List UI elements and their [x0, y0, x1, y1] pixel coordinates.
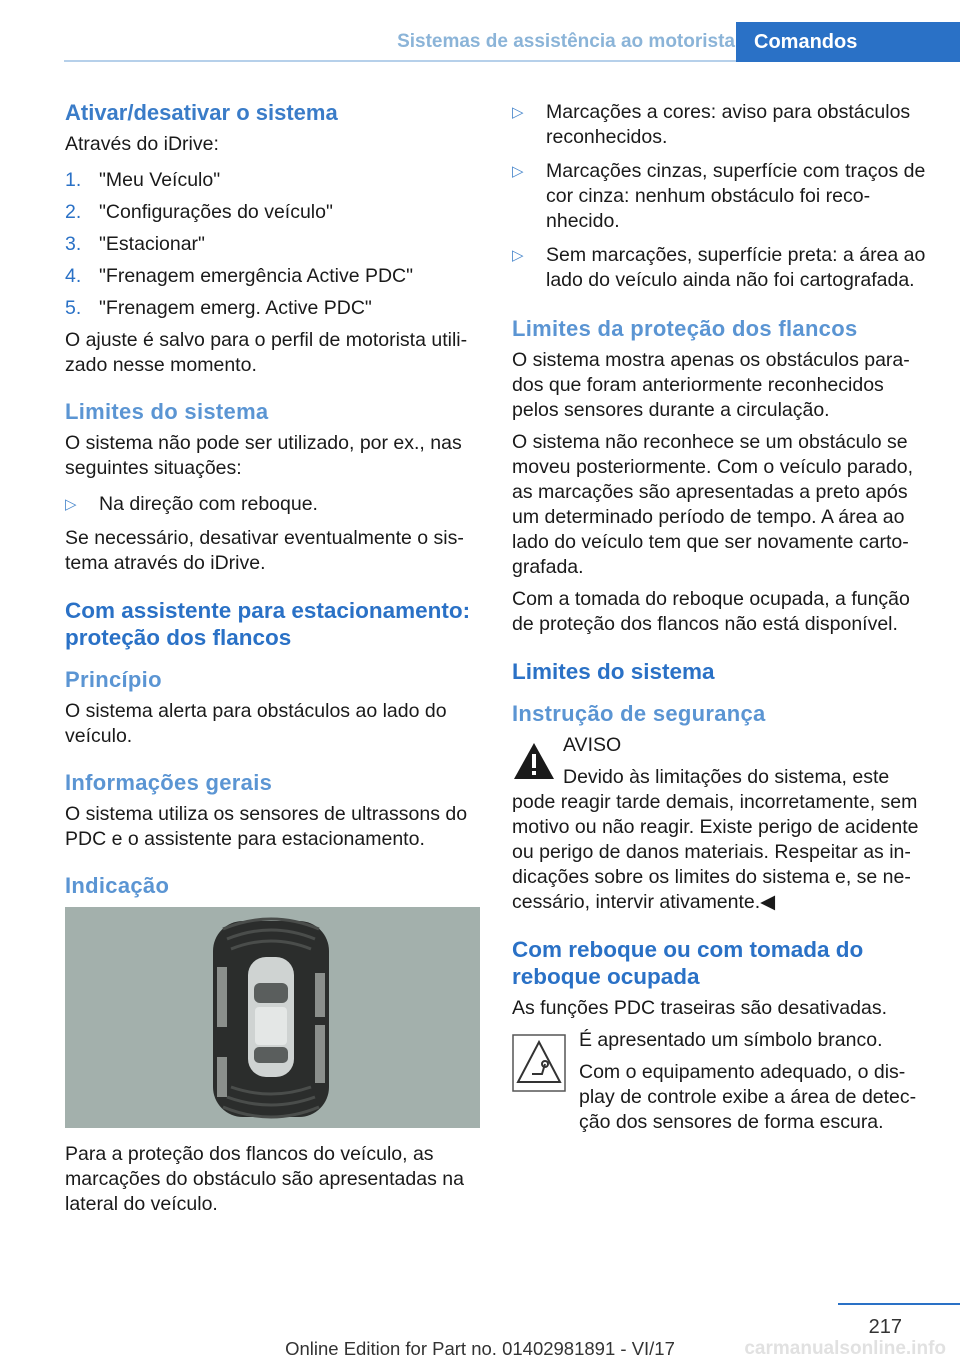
flank-limits-p3: Com a tomada do reboque ocupada, a função de proteção dos flancos não está disponível. [512, 588, 910, 635]
triangle-bullet-icon: ▷ [65, 496, 77, 513]
principle-text: O sistema alerta para obstáculos ao lado do veículo. [65, 700, 447, 747]
steps-list [65, 168, 483, 321]
list-item [512, 159, 928, 234]
page-header [0, 22, 960, 62]
car-top-view-illustration [65, 907, 480, 1128]
via-idrive-text: Através do iDrive: [65, 133, 219, 155]
chapter-tab: Comandos [736, 22, 960, 62]
step-number: 3. [65, 233, 82, 255]
triangle-bullet-icon: ▷ [512, 104, 524, 121]
trailer-hitch-icon [512, 1034, 566, 1092]
heading-activate: Ativar/desativar o sistema [65, 100, 338, 125]
flank-protection-figure [65, 907, 480, 1128]
list-item [65, 200, 483, 225]
bullet-text: Marcações cinzas, superfície com traços de cor cinza: nenhum obstáculo foi reco-nhecido. [546, 160, 926, 232]
heading-principle: Princípio [65, 667, 162, 692]
section-title: Sistemas de assistência ao motorista [397, 31, 735, 52]
step-text: "Estacionar" [99, 233, 205, 255]
flank-limits-p1: O sistema mostra apenas os obstáculos para-dos que foram anteriormente reconhecidos pelos sensores durante a circulação. [512, 349, 910, 421]
step-number: 1. [65, 169, 82, 191]
heading-system-limits: Limites do sistema [512, 659, 715, 684]
edition-text: Online Edition for Part no. 01402981891 - VI/17 [285, 1338, 675, 1359]
bullet-text: Sem marcações, superfície preta: a área ao lado do veículo ainda não foi cartografada. [546, 244, 926, 291]
step-number: 5. [65, 297, 82, 319]
step-number: 4. [65, 265, 82, 287]
step-text: "Frenagem emergência Active PDC" [99, 265, 414, 287]
triangle-bullet-icon: ▷ [512, 163, 524, 180]
heading-safety: Instrução de segurança [512, 701, 766, 726]
limits-after-text: Se necessário, desativar eventualmente o sis-tema através do iDrive. [65, 527, 464, 574]
general-info-text: O sistema utiliza os sensores de ultrassons do PDC e o assistente para estacionamento. [65, 803, 468, 850]
step-text: "Frenagem emerg. Active PDC" [99, 297, 372, 319]
triangle-bullet-icon: ▷ [512, 247, 524, 264]
warning-body: Devido às limitações do sistema, este pode reagir tarde demais, incorretamente, sem motivo ou não reagir. Existe perigo de acidente ou perigo de danos materiais. Respeitar as in-dicações sobre os limites do sistema e, se ne-cessário, intervir ativamente.◀ [512, 766, 919, 913]
limits-text: O sistema não pode ser utilizado, por ex., nas seguintes situações: [65, 432, 462, 479]
trailer-p1: As funções PDC traseiras são desativadas. [512, 997, 888, 1019]
watermark: carmanualsonline.info [744, 1338, 946, 1359]
bullet-text: Marcações a cores: aviso para obstáculos reconhecidos. [546, 101, 911, 148]
step-number: 2. [65, 201, 82, 223]
step-text: "Meu Veículo" [99, 169, 221, 191]
saved-note: O ajuste é salvo para o perfil de motorista utili-zado nesse momento. [65, 329, 468, 376]
right-column [512, 100, 928, 1142]
list-item [65, 168, 483, 193]
warning-triangle-icon [512, 741, 556, 781]
page-number: 217 [868, 1316, 902, 1338]
trailer-p3: Com o equipamento adequado, o dis-play de controle exibe a área de detec-ção dos sensores de forma escura. [579, 1061, 917, 1133]
header-divider [64, 60, 736, 62]
list-item [65, 232, 483, 257]
trailer-p2: É apresentado um símbolo branco. [579, 1029, 883, 1051]
footer-divider [838, 1303, 960, 1305]
heading-display: Indicação [65, 873, 170, 898]
list-item [512, 243, 928, 293]
list-item [65, 492, 483, 517]
list-item [65, 264, 483, 289]
warning-title: AVISO [563, 734, 622, 756]
list-item [512, 100, 928, 150]
flank-limits-p2: O sistema não reconhece se um obstáculo se moveu posteriormente. Com o veículo parado, as marcações são apresentadas a preto após um determinado período de tempo. A área ao lado do veículo tem que ser novamente carto-grafada. [512, 431, 914, 578]
heading-limits: Limites do sistema [65, 399, 269, 424]
figure-caption: Para a proteção dos flancos do veículo, as marcações do obstáculo são apresentadas na lateral do veículo. [65, 1143, 464, 1215]
list-item [65, 296, 483, 321]
bullet-text: Na direção com reboque. [99, 493, 318, 515]
warning-text [512, 765, 928, 915]
heading-assistant: Com assistente para estacionamento: proteção dos flancos [65, 598, 471, 650]
trailer-symbol-block [512, 1028, 928, 1135]
left-column [65, 100, 483, 1224]
heading-general-info: Informações gerais [65, 770, 273, 795]
heading-trailer: Com reboque ou com tomada do reboque ocupada [512, 937, 864, 989]
heading-flank-limits: Limites da proteção dos flancos [512, 316, 858, 341]
warning-block [512, 733, 928, 915]
step-text: "Configurações do veículo" [99, 201, 333, 223]
